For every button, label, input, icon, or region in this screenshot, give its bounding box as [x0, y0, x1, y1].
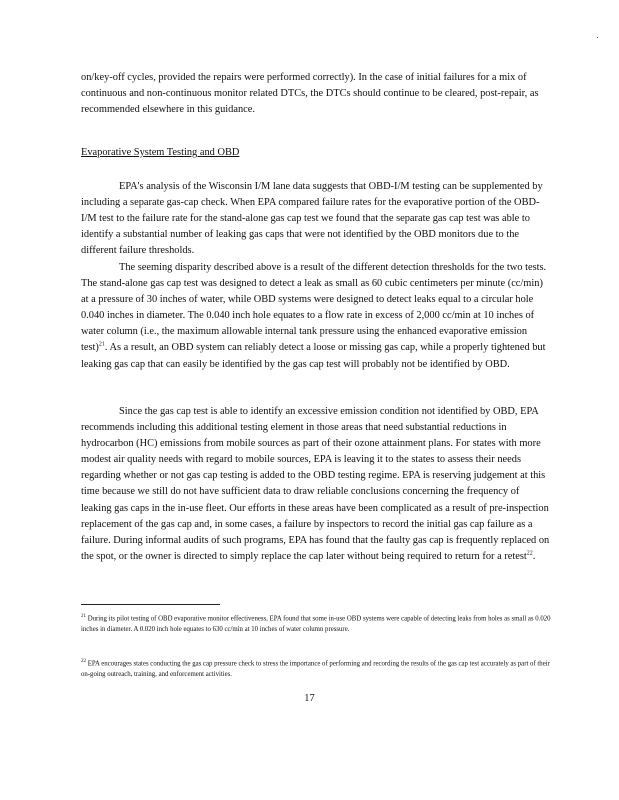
- paragraph-detection-thresholds: [81, 260, 551, 373]
- paragraph-text: The seeming disparity described above is a result of the different detection thresholds for the two tests. The stand-alone gas cap test was designed to detect a leak as small as 60 cubic centimeters per minute (cc/min) at a pressure of 30 inches of water, while OBD systems were designed to detect leaks equal to a circular hole 0.040 inches in diameter. The 0.040 inch hole equates to a flow rate in excess of 2,000 cc/min at 10 inches of water column (i.e., the maximum allowable internal tank pressure using the enhanced evaporative emission test): [81, 262, 547, 354]
- paragraph-text-tail: . As a result, an OBD system can reliably detect a loose or missing gas cap, while a properly tightened but leaking gas cap that can easily be identified by the gas cap test will probably not be identified by OBD.: [81, 342, 546, 370]
- paragraph-gas-cap-recommendation: [81, 404, 551, 565]
- footnote-reference-22[interactable]: 22: [526, 550, 533, 557]
- section-heading: Evaporative System Testing and OBD: [81, 147, 240, 158]
- footnote-21: [81, 612, 551, 635]
- paragraph-continuation: [81, 70, 551, 118]
- footnote-text: During its pilot testing of OBD evaporative monitor effectiveness, EPA found that some in-use OBD systems were capable of detecting leaks from holes as small as 0.020 inches in diameter. A 0.020 inch hole equates to 630 cc/min at 10 inches of water column pressure.: [81, 615, 551, 633]
- footnote-reference-21[interactable]: 21: [98, 342, 105, 348]
- footnote-separator: [81, 604, 220, 605]
- paragraph-text-tail: .: [532, 550, 536, 562]
- paragraph-text: Since the gas cap test is able to identify an excessive emission condition not identified by OBD, EPA recommends including this additional testing element in those areas that need substantial reductions in hydrocarbon (HC) emissions from mobile sources as part of their ozone attainment plans. For states with more modest air quality needs with regard to mobile sources, EPA is leaving it to the states to assess their needs regarding whether or not gas cap testing is added to the OBD testing regime. EPA is reserving judgement at this time because we still do not have sufficient data to draw reliable conclusions concerning the frequency of leaking gas caps in the in-use fleet. Our efforts in these areas have been complicated as a result of pre-inspection replacement of the gas cap and, in some cases, a failure by inspectors to record the initial gas cap failure as a failure. During informal audits of such programs, EPA has found that the faulty gas cap is frequently replaced on the spot, or the owner is directed to simply replace the cap later without being required to return for a retest: [81, 406, 550, 562]
- paragraph-text: on/key-off cycles, provided the repairs were performed correctly). In the case of initial failures for a mix of continuous and non-continuous monitor related DTCs, the DTCs should continue to be cleared, post-repair, as recommended elsewhere in this guidance.: [81, 72, 539, 116]
- footnote-text: EPA encourages states conducting the gas cap pressure check to stress the importance of performing and recording the results of the gas cap test accurately as part of their on-going outreach, training, and enforcement activities.: [81, 660, 550, 678]
- paragraph-wisconsin-analysis: [81, 179, 551, 259]
- paragraph-text: EPA's analysis of the Wisconsin I/M lane data suggests that OBD-I/M testing can be supplemented by including a separate gas-cap check. When EPA compared failure rates for the evaporative portion of the OBD-I/M test to the failure rate for the stand-alone gas cap test we found that the separate gas cap test was able to identify a substantial number of leaking gas caps that were not identified by the OBD monitors due to the different failure thresholds.: [81, 181, 543, 257]
- footnote-number: 21: [81, 614, 86, 619]
- footnote-22: [81, 657, 551, 680]
- scan-speck: [597, 37, 598, 38]
- footnote-number: 22: [81, 659, 86, 664]
- page-number: 17: [304, 693, 315, 704]
